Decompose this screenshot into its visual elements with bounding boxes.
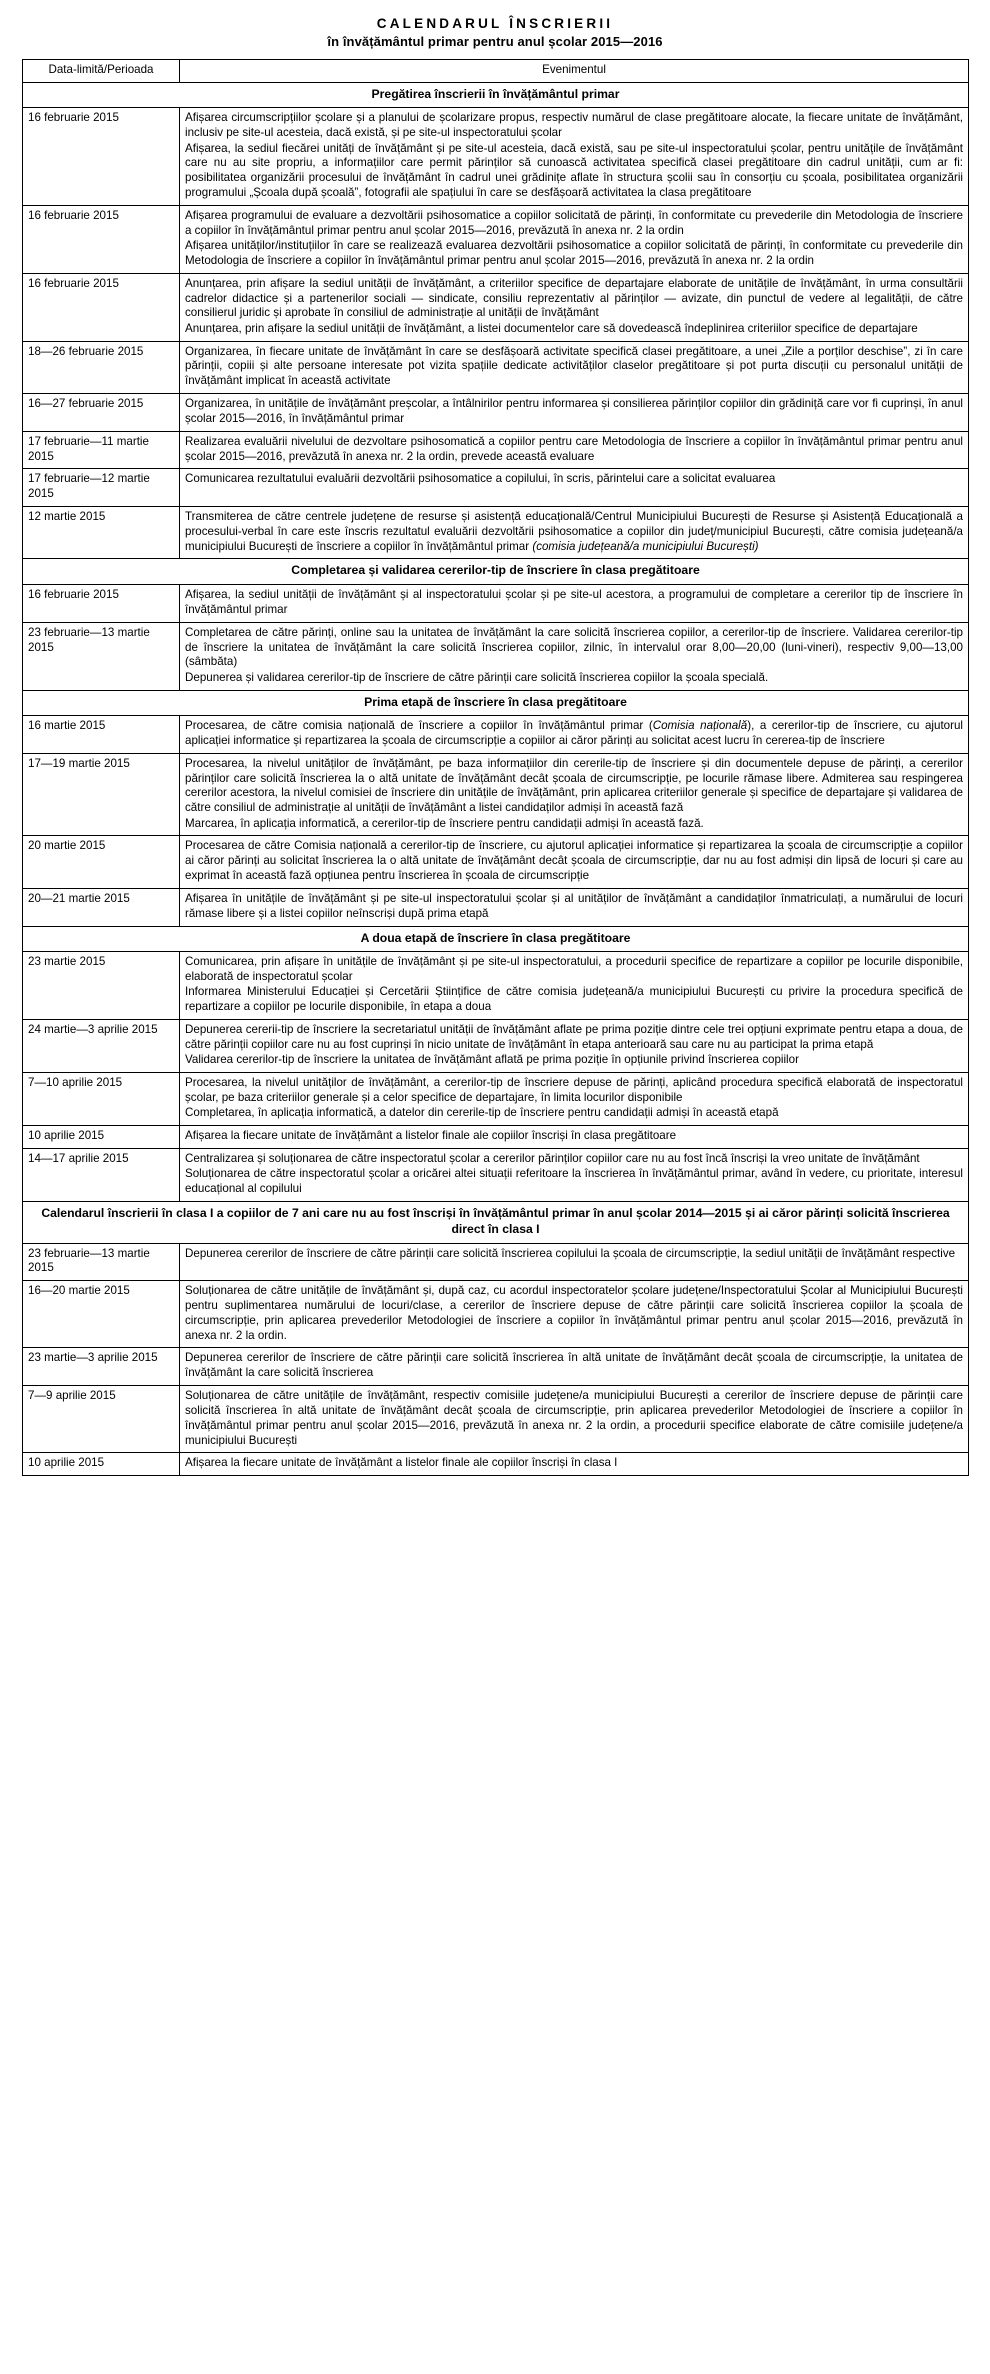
row-event	[180, 836, 969, 888]
table-header-row	[23, 60, 969, 83]
row-event	[180, 341, 969, 393]
italic-note: Comisia națională	[652, 719, 748, 733]
row-event	[180, 753, 969, 836]
row-date: 24 martie—3 aprilie 2015	[23, 1020, 180, 1073]
row-event	[180, 394, 969, 432]
table-row	[23, 753, 969, 836]
table-row	[23, 952, 969, 1020]
event-paragraph: Completarea, în aplicația informatică, a datelor din cererile-tip de înscriere pentru candidații admiși în această etapă	[185, 1106, 779, 1120]
row-event	[180, 1281, 969, 1348]
row-date: 16—27 februarie 2015	[23, 394, 180, 432]
row-date: 16—20 martie 2015	[23, 1281, 180, 1348]
event-paragraph: Afișarea la fiecare unitate de învățământ a listelor finale ale copiilor înscriși în clasa pregătitoare	[185, 1128, 677, 1142]
event-paragraph: Comunicarea, prin afișare în unitățile de învățământ și pe site-ul inspectoratului, a procedurii specifice de repartizare a copiilor pe locurile disponibile, elaborată de inspectoratul școlar	[185, 955, 963, 984]
row-event	[180, 506, 969, 558]
row-date: 17 februarie—11 martie 2015	[23, 431, 180, 469]
event-paragraph: Marcarea, în aplicația informatică, a cererilor-tip de înscriere pentru candidații admiși în această fază.	[185, 816, 704, 830]
calendar-table	[22, 59, 969, 1476]
event-paragraph: Anunțarea, prin afișare la sediul unității de învățământ, a listei documentelor care să dovedească îndeplinirea criteriilor specifice de departajare	[185, 321, 918, 335]
row-date: 16 februarie 2015	[23, 205, 180, 273]
event-paragraph: Anunțarea, prin afișare la sediul unității de învățământ, a criteriilor specifice de departajare elaborate de unitățile de învățământ, în urma consultării cadrelor didactice și a partenerilor sociali — sindicate, consiliu reprezentativ al părinților — avizate, din punctul de vedere al legalității, de către consilierul juridic și aprobate în consiliul de administrație al unității de învățământ	[185, 276, 963, 320]
row-event	[180, 108, 969, 205]
row-event	[180, 1073, 969, 1126]
section-header-row	[23, 926, 969, 952]
event-paragraph: Procesarea, de către comisia națională de înscriere a copiilor în învățământul primar (Comisia națională), a cererilor-tip de înscriere, cu ajutorul aplicației informatice și repartizarea la școala de circumscripție a copiilor ai căror părinți au solicitat acest lucru în cererea-tip de înscriere	[185, 719, 964, 747]
row-event	[180, 585, 969, 623]
event-paragraph: Procesarea, la nivelul unităților de învățământ, a cererilor-tip de înscriere depuse de părinți, aplicând procedura specifică elaborată de inspectoratul școlar, pe baza criteriilor generale și a celor specifice de departajare, în limita locurilor disponibile	[185, 1076, 963, 1104]
row-event	[180, 888, 969, 926]
event-paragraph: Afișarea circumscripțiilor școlare și a planului de școlarizare propus, respectiv numărul de clase pregătitoare alocate, la fiecare unitate de învățământ, inclusiv pe site-ul acesteia, dacă există, și pe site-ul inspectoratului școlar	[185, 111, 963, 140]
table-body	[23, 82, 969, 1475]
table-row	[23, 622, 969, 690]
event-paragraph: Realizarea evaluării nivelului de dezvoltare psihosomatică a copiilor pentru care Metodologia de înscriere a copiilor în învățământul primar pentru anul școlar 2015—2016, prevăzută în anexa nr. 2 la ordin, prevede această evaluare	[185, 434, 963, 463]
table-row	[23, 1125, 969, 1148]
event-paragraph: Afișarea unităților/instituțiilor în care se realizează evaluarea dezvoltării psihosomatice a copiilor solicitată de părinți, în conformitate cu prevederile din Metodologia de înscriere a copiilor în învățământul primar pentru anul școlar 2015—2016, prevăzută în anexa nr. 2 la ordin	[185, 239, 963, 267]
event-paragraph: Organizarea, în fiecare unitate de învățământ în care se desfășoară activitate specifică clasei pregătitoare, a unei „Zile a porților deschise”, zi în care părinții, copiii și alte persoane interesate pot vizita spațiile dedicate activităților claselor pregătitoare și pot purta discuții cu personalul unității de învățământ implicat în această activitate	[185, 344, 963, 388]
row-date: 16 februarie 2015	[23, 273, 180, 341]
italic-note: (comisia județeană/a municipiului București)	[532, 539, 759, 553]
table-row	[23, 205, 969, 273]
section-header-label: Prima etapă de înscriere în clasa pregătitoare	[23, 690, 969, 716]
row-date: 14—17 aprilie 2015	[23, 1148, 180, 1201]
row-date: 20—21 martie 2015	[23, 888, 180, 926]
row-date: 17 februarie—12 martie 2015	[23, 469, 180, 507]
row-date: 12 martie 2015	[23, 506, 180, 558]
event-paragraph: Soluționarea de către unitățile de învățământ, respectiv comisiile județene/a municipiului București a cererilor de înscriere depuse de părinții care solicită înscrierea în altă unitate de învățământ decât școala de circumscripție, prin aplicarea prevederilor Metodologiei de înscriere a copiilor în învățământul primar pentru anul școlar 2015—2016, prevăzută în anexa nr. 2 la ordin, a procedurii specifice elaborate de către comisiile județene/a municipiului București	[185, 1389, 963, 1447]
table-row	[23, 1148, 969, 1201]
section-header-label: A doua etapă de înscriere în clasa pregătitoare	[23, 926, 969, 952]
table-row	[23, 1281, 969, 1348]
column-header-date: Data-limită/Perioada	[23, 60, 180, 83]
page-title: CALENDARUL ÎNSCRIERII	[376, 16, 614, 31]
table-row	[23, 108, 969, 205]
event-paragraph: Validarea cererilor-tip de înscriere la unitatea de învățământ aflată pe prima poziție în opțiunile privind înscrierea copiilor	[185, 1053, 799, 1067]
row-event	[180, 1020, 969, 1073]
row-event	[180, 273, 969, 341]
row-date: 16 februarie 2015	[23, 585, 180, 623]
row-event	[180, 1348, 969, 1386]
row-event	[180, 716, 969, 754]
event-paragraph: Soluționarea de către unitățile de învățământ și, după caz, cu acordul inspectoratelor școlare județene/Inspectoratului Școlar al Municipiului București pentru suplimentarea numărului de locuri/clase, a cererilor de înscriere depuse de către părinții care solicită înscrierea copiilor la școala de circumscripție, prin aplicarea prevederilor Metodologiei de înscriere a copiilor în învățământul primar pentru anul școlar 2015—2016, prevăzută în anexa nr. 2 la ordin.	[185, 1284, 963, 1342]
row-event	[180, 952, 969, 1020]
row-date: 23 februarie—13 martie 2015	[23, 1243, 180, 1281]
event-paragraph: Procesarea de către Comisia națională a cererilor-tip de înscriere, cu ajutorul aplicației informatice și repartizarea la școala de circumscripție a copiilor ai căror părinți au solicitat înscrierea la o altă unitate de învățământ decât școala de circumscripție, dar nu au fost admiși din lipsă de locuri și care au exprimat în această fază opțiunea pentru înscrierea în școala de circumscripție	[185, 839, 963, 883]
table-row	[23, 1386, 969, 1453]
event-paragraph: Transmiterea de către centrele județene de resurse și asistență educațională/Centrul Municipiului București de Resurse și Asistență Educațională a procesului-verbal în care este înscris rezultatul evaluării dezvoltării psihosomatice a copiilor din județ/municipiul București, către comisia județeană/a municipiului București de înscriere a copiilor în învățământul primar (comisia județeană/a municipiului București)	[185, 509, 963, 553]
event-paragraph: Afișarea la fiecare unitate de învățământ a listelor finale ale copiilor înscriși în clasa I	[185, 1456, 618, 1470]
table-row	[23, 1020, 969, 1073]
section-header-label: Calendarul înscrierii în clasa I a copiilor de 7 ani care nu au fost înscriși în învățământul primar în anul școlar 2014—2015 și ai căror părinți solicită înscrierea direct în clasa I	[23, 1201, 969, 1243]
row-date: 16 februarie 2015	[23, 108, 180, 205]
row-event	[180, 1243, 969, 1281]
row-date: 23 februarie—13 martie 2015	[23, 622, 180, 690]
section-header-row	[23, 559, 969, 585]
event-paragraph: Organizarea, în unitățile de învățământ preșcolar, a întâlnirilor pentru informarea și consilierea părinților copiilor din grădiniță care vor fi cuprinși, în anul școlar 2015—2016, în învățământul primar	[185, 397, 963, 425]
table-row	[23, 888, 969, 926]
row-date: 23 martie 2015	[23, 952, 180, 1020]
row-date: 23 martie—3 aprilie 2015	[23, 1348, 180, 1386]
section-header-label: Completarea și validarea cererilor-tip de înscriere în clasa pregătitoare	[23, 559, 969, 585]
event-paragraph: Informarea Ministerului Educației și Cercetării Științifice de către comisia județeană/a municipiului București cu privire la procedura specifică de repartizare a copiilor pe locurile disponibile, în etapa a doua	[185, 985, 963, 1014]
table-row	[23, 469, 969, 507]
table-row	[23, 1348, 969, 1386]
event-paragraph: Afișarea, la sediul unității de învățământ și al inspectoratului școlar și pe site-ul acestora, a programului de completare a cererilor tip de înscriere în învățământul primar	[185, 588, 963, 616]
table-row	[23, 506, 969, 558]
event-paragraph: Depunerea cererilor de înscriere de către părinții care solicită înscrierea copilului la școala de circumscripție, la sediul unității de învățământ respective	[185, 1246, 956, 1260]
table-row	[23, 273, 969, 341]
section-header-row	[23, 82, 969, 108]
table-row	[23, 431, 969, 469]
event-paragraph: Centralizarea și soluționarea de către inspectoratul școlar a cererilor părinților copiilor care nu au fost încă înscriși la vreo unitate de învățământ	[185, 1151, 920, 1165]
row-event	[180, 1125, 969, 1148]
event-paragraph: Soluționarea de către inspectoratul școlar a oricărei altei situații referitoare la înscrierea în învățământul primar, având în vedere, cu prioritate, interesul educațional al copilului	[185, 1167, 963, 1195]
event-paragraph: Depunerea și validarea cererilor-tip de înscriere de către părinții care solicită înscrierea copiilor la școala specială.	[185, 670, 769, 684]
table-row	[23, 1243, 969, 1281]
table-row	[23, 836, 969, 888]
row-event	[180, 469, 969, 507]
row-event	[180, 1386, 969, 1453]
table-row	[23, 394, 969, 432]
row-date: 18—26 februarie 2015	[23, 341, 180, 393]
row-event	[180, 205, 969, 273]
row-event	[180, 1148, 969, 1201]
row-date: 17—19 martie 2015	[23, 753, 180, 836]
section-header-label: Pregătirea înscrierii în învățământul primar	[23, 82, 969, 108]
event-paragraph: Depunerea cererilor de înscriere de către părinții care solicită înscrierea în altă unitate de învățământ decât școala de circumscripție, la unitatea de învățământ la care solicită înscrierea	[185, 1351, 963, 1380]
section-header-row	[23, 1201, 969, 1243]
event-paragraph: Completarea de către părinți, online sau la unitatea de învățământ la care solicită înscrierea copiilor, a cererilor-tip de înscriere. Validarea cererilor-tip de înscriere la unitatea de învățământ la care solicită înscrierea copiilor, zilnic, în intervalul orar 8,00—20,00 (luni-vineri), respectiv 9,00—13,00 (sâmbăta)	[185, 625, 963, 669]
event-paragraph: Afișarea, la sediul fiecărei unități de învățământ și pe site-ul acesteia, dacă există, sau pe site-ul inspectoratului școlar, pentru unitățile de învățământ care nu au site propriu, a informațiilor care permit părinților să cunoască activitatea specifică clasei pregătitoare din cadrul unității, cum ar fi: posibilitatea organizării procesului de învățământ în cadrul unei grădinițe aflate în structura școlii sau în consorțiu cu școala, posibilitatea organizării programului „Școala după școală”, fotografii ale spațiului în care se desfășoară activitatea la clasa pregătitoare	[185, 141, 963, 200]
row-date: 10 aprilie 2015	[23, 1453, 180, 1476]
event-paragraph: Procesarea, la nivelul unităților de învățământ, pe baza informațiilor din cererile-tip de înscriere și din documentele depuse de părinți, a cererilor părinților care solicită înscrierea la o altă unitate de învățământ decât școala de circumscripție, pe locurile rămase libere. Admiterea sau respingerea cererilor acestora, la nivelul comisiei de înscriere din unitățile de învățământ, prin aplicarea criteriilor generale și specifice de departajare și validarea de către consiliul de administrație al unității de învățământ a listei candidaților admiși în această fază	[185, 756, 963, 815]
row-date: 7—10 aprilie 2015	[23, 1073, 180, 1126]
row-event	[180, 1453, 969, 1476]
column-header-event: Evenimentul	[180, 60, 969, 83]
page-subtitle: în învățământul primar pentru anul școlar 2015—2016	[327, 34, 663, 49]
section-header-row	[23, 690, 969, 716]
table-row	[23, 1453, 969, 1476]
row-date: 7—9 aprilie 2015	[23, 1386, 180, 1453]
event-paragraph: Afișarea programului de evaluare a dezvoltării psihosomatice a copiilor solicitată de părinți, în conformitate cu prevederile din Metodologia de înscriere a copiilor în învățământul primar pentru anul școlar 2015—2016, prevăzută în anexa nr. 2 la ordin	[185, 208, 963, 237]
table-row	[23, 716, 969, 754]
event-paragraph: Depunerea cererii-tip de înscriere la secretariatul unității de învățământ aflate pe prima poziție dintre cele trei opțiuni exprimate pentru etapa a doua, de către părinții copiilor care nu au fost cuprinși în nicio unitate de învățământ în etapa anterioară sau care nu au participat la prima etapă	[185, 1023, 963, 1051]
row-date: 10 aprilie 2015	[23, 1125, 180, 1148]
table-row	[23, 1073, 969, 1126]
event-paragraph: Comunicarea rezultatului evaluării dezvoltării psihosomatice a copilului, în scris, părintelui care a solicitat evaluarea	[185, 472, 776, 486]
row-date: 16 martie 2015	[23, 716, 180, 754]
table-row	[23, 585, 969, 623]
row-date: 20 martie 2015	[23, 836, 180, 888]
table-row	[23, 341, 969, 393]
event-paragraph: Afișarea în unitățile de învățământ și pe site-ul inspectoratului școlar și al unităților de învățământ a candidaților înmatriculați, a numărului de locuri rămase libere și a listei copiilor neînscriși după prima etapă	[185, 891, 963, 920]
row-event	[180, 431, 969, 469]
row-event	[180, 622, 969, 690]
